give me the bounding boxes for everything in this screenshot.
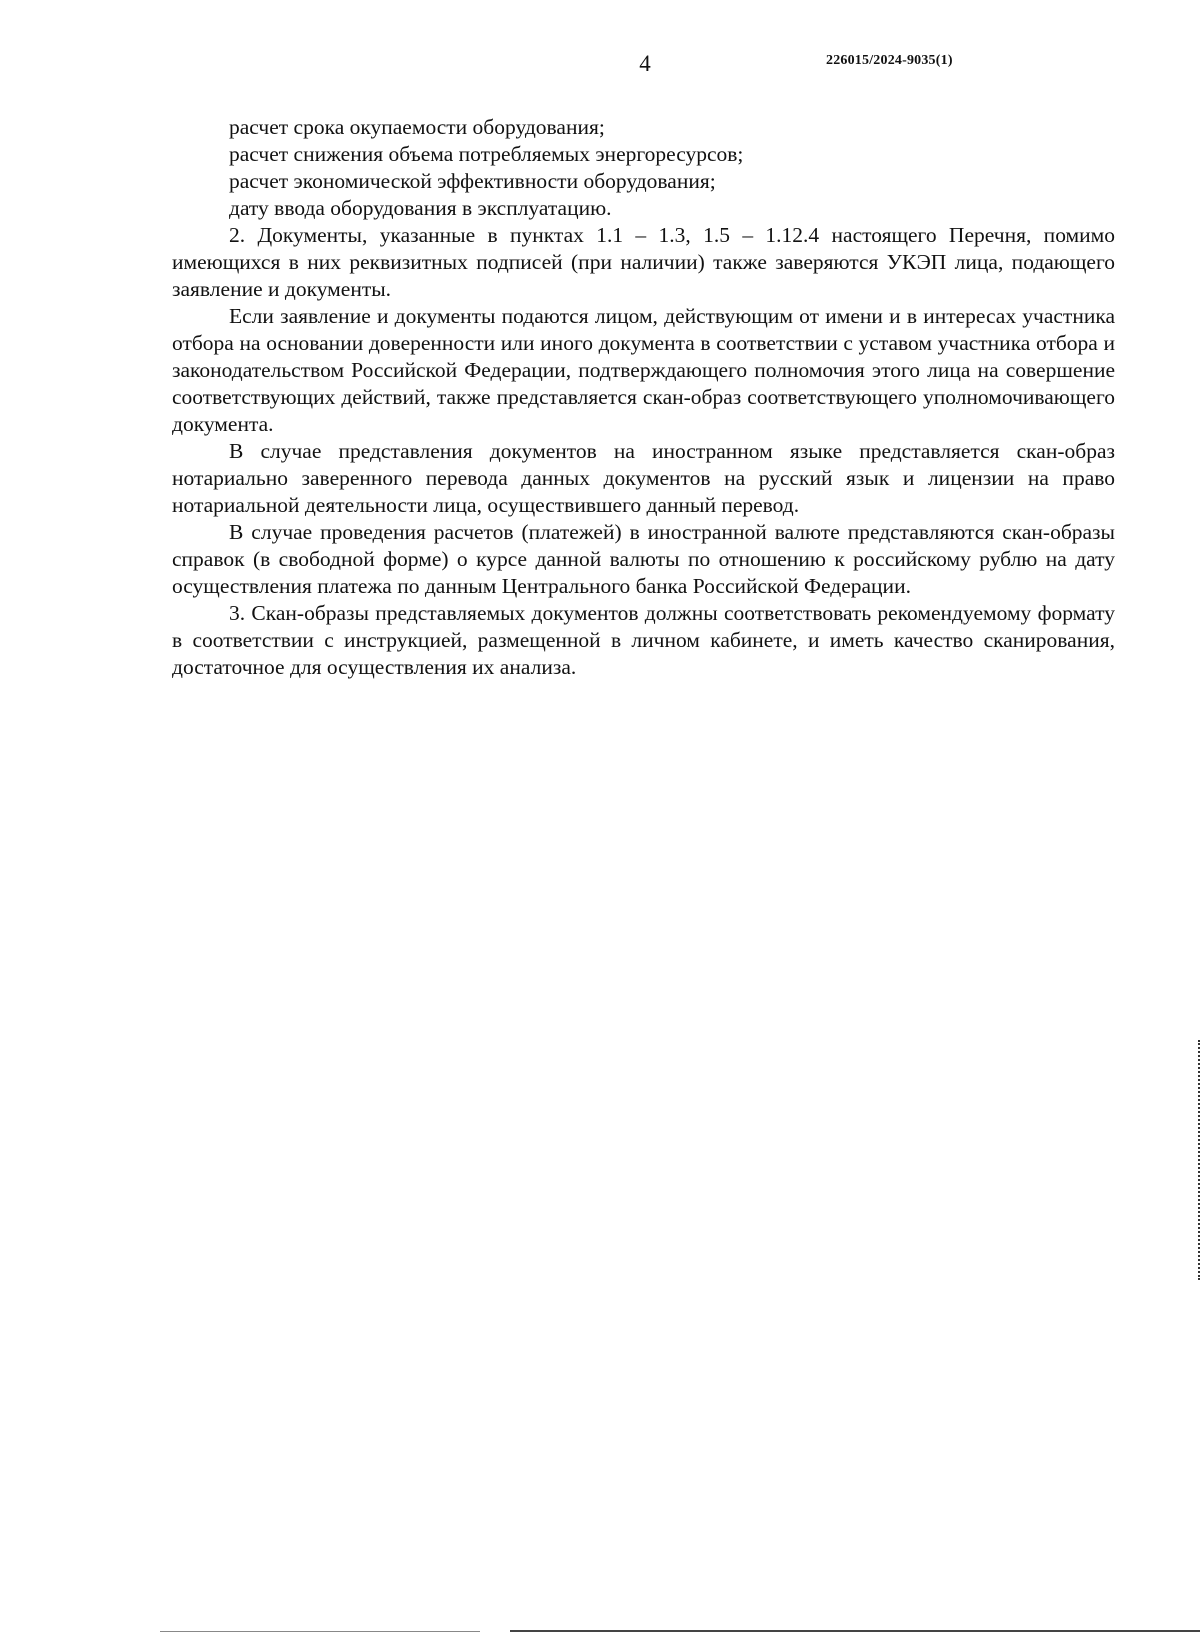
scan-edge-mark-right (1196, 1040, 1200, 1280)
list-item-energy-reduction: расчет снижения объема потребляемых энергоресурсов; (229, 142, 744, 166)
list-item-payback: расчет срока окупаемости оборудования; (229, 115, 605, 139)
paragraph-section-2: 2. Документы, указанные в пунктах 1.1 – 1.3, 1.5 – 1.12.4 настоящего Перечня, помимо имеющихся в них реквизитных подписей (при наличии) также заверяются УКЭП лица, подающего заявление и документы. (172, 223, 1115, 301)
list-item-commissioning-date: дату ввода оборудования в эксплуатацию. (229, 196, 612, 220)
page-number: 4 (639, 51, 651, 76)
paragraph-foreign-language: В случае представления документов на иностранном языке представляется скан-образ нотариально заверенного перевода данных документов на русский язык и лицензии на право нотариальной деятельности лица, осуществившего данный перевод. (172, 439, 1115, 517)
list-item-economic-efficiency: расчет экономической эффективности оборудования; (229, 169, 716, 193)
document-id: 226015/2024-9035(1) (826, 53, 953, 68)
scan-edge-mark-bottom (510, 1630, 1200, 1632)
paragraph-section-3: 3. Скан-образы представляемых документов должны соответствовать рекомендуемому формату в соответствии с инструкцией, размещенной в личном кабинете, и иметь качество сканирования, достаточное для осуществления их анализа. (172, 601, 1115, 679)
document-body (172, 114, 1115, 681)
paragraph-representative: Если заявление и документы подаются лицом, действующим от имени и в интересах участника отбора на основании доверенности или иного документа в соответствии с уставом участника отбора и законодательством Российской Федерации, подтверждающего полномочия этого лица на совершение соответствующих действий, также представляется скан-образ соответствующего уполномочивающего документа. (172, 304, 1115, 436)
paragraph-foreign-currency: В случае проведения расчетов (платежей) в иностранной валюте представляются скан-образы справок (в свободной форме) о курсе данной валюты по отношению к российскому рублю на дату осуществления платежа по данным Центрального банка Российской Федерации. (172, 520, 1115, 598)
scan-edge-mark-bottom-left (160, 1631, 480, 1632)
